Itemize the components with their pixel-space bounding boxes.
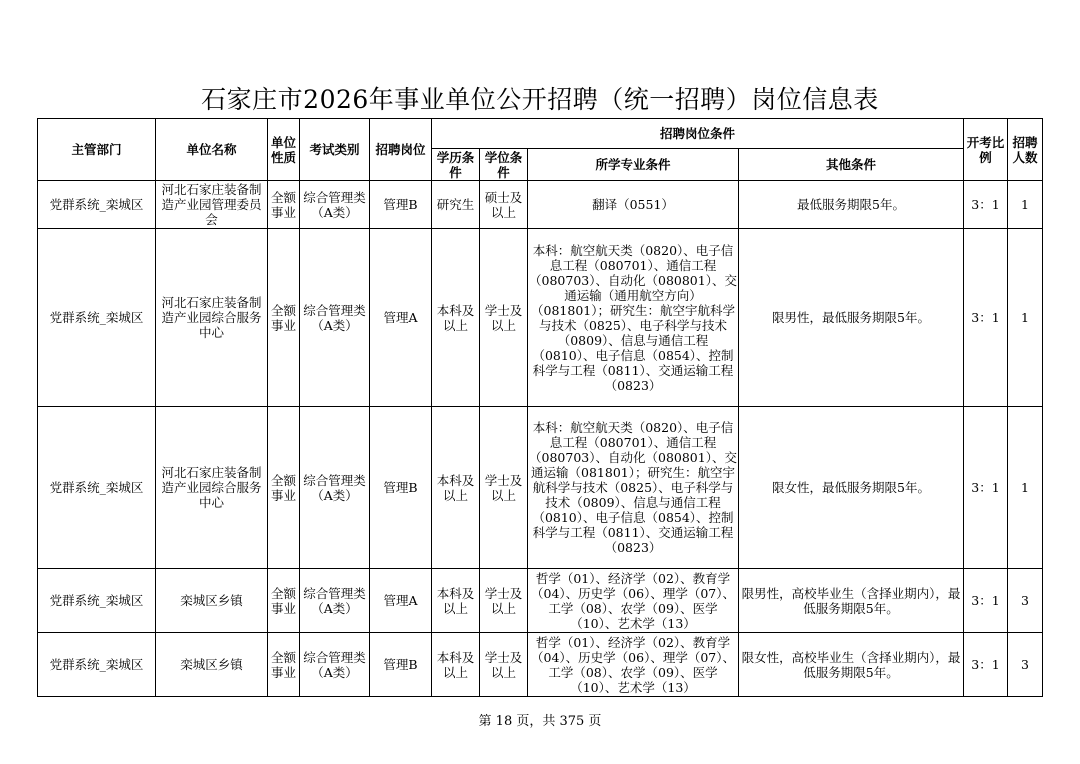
cell-unit: 栾城区乡镇 (156, 569, 268, 633)
table-row (38, 229, 1043, 407)
cell-degree: 硕士及以上 (480, 181, 528, 229)
cell-edu: 本科及以上 (432, 229, 480, 407)
cell-degree: 学士及以上 (480, 569, 528, 633)
cell-post: 管理A (370, 229, 432, 407)
cell-edu: 本科及以上 (432, 633, 480, 697)
cell-ratio: 3：1 (964, 633, 1008, 697)
header-other: 其他条件 (739, 149, 964, 181)
cell-exam: 综合管理类（A类） (300, 633, 370, 697)
table-row (38, 407, 1043, 569)
cell-dept: 党群系统_栾城区 (38, 569, 156, 633)
cell-exam: 综合管理类（A类） (300, 407, 370, 569)
cell-unit: 河北石家庄装备制造产业园综合服务中心 (156, 407, 268, 569)
cell-unit: 河北石家庄装备制造产业园综合服务中心 (156, 229, 268, 407)
cell-count: 3 (1008, 633, 1043, 697)
cell-count: 1 (1008, 229, 1043, 407)
cell-degree: 学士及以上 (480, 229, 528, 407)
cell-exam: 综合管理类（A类） (300, 181, 370, 229)
cell-exam: 综合管理类（A类） (300, 229, 370, 407)
page-title: 石家庄市2026年事业单位公开招聘（统一招聘）岗位信息表 (201, 85, 879, 114)
cell-ratio: 3：1 (964, 569, 1008, 633)
page-footer: 第 18 页，共 375 页 (478, 714, 602, 729)
cell-post: 管理A (370, 569, 432, 633)
header-edu: 学历条件 (432, 149, 480, 181)
cell-unit: 河北石家庄装备制造产业园管理委员会 (156, 181, 268, 229)
cell-ratio: 3：1 (964, 407, 1008, 569)
cell-count: 1 (1008, 407, 1043, 569)
header-post: 招聘岗位 (370, 119, 432, 181)
cell-dept: 党群系统_栾城区 (38, 633, 156, 697)
cell-nature: 全额事业 (268, 633, 300, 697)
cell-exam: 综合管理类（A类） (300, 569, 370, 633)
table-row (38, 633, 1043, 697)
job-info-table (37, 118, 1043, 697)
table-row (38, 569, 1043, 633)
cell-dept: 党群系统_栾城区 (38, 181, 156, 229)
cell-edu: 本科及以上 (432, 407, 480, 569)
cell-major: 哲学（01）、经济学（02）、教育学（04）、历史学（06）、理学（07）、工学（08）、农学（09）、医学（10）、艺术学（13） (528, 569, 739, 633)
cell-major: 翻译（0551） (528, 181, 739, 229)
cell-edu: 研究生 (432, 181, 480, 229)
cell-count: 3 (1008, 569, 1043, 633)
cell-count: 1 (1008, 181, 1043, 229)
header-exam: 考试类别 (300, 119, 370, 181)
header-ratio: 开考比例 (964, 119, 1008, 181)
cell-degree: 学士及以上 (480, 407, 528, 569)
cell-ratio: 3：1 (964, 181, 1008, 229)
cell-degree: 学士及以上 (480, 633, 528, 697)
header-conditions: 招聘岗位条件 (432, 119, 964, 149)
header-unit: 单位名称 (156, 119, 268, 181)
cell-post: 管理B (370, 633, 432, 697)
cell-other: 限男性，高校毕业生（含择业期内），最低服务期限5年。 (739, 569, 964, 633)
cell-nature: 全额事业 (268, 569, 300, 633)
cell-other: 最低服务期限5年。 (739, 181, 964, 229)
header-degree: 学位条件 (480, 149, 528, 181)
header-dept: 主管部门 (38, 119, 156, 181)
cell-post: 管理B (370, 407, 432, 569)
cell-other: 限男性，最低服务期限5年。 (739, 229, 964, 407)
cell-edu: 本科及以上 (432, 569, 480, 633)
cell-unit: 栾城区乡镇 (156, 633, 268, 697)
cell-dept: 党群系统_栾城区 (38, 407, 156, 569)
cell-other: 限女性，高校毕业生（含择业期内），最低服务期限5年。 (739, 633, 964, 697)
cell-nature: 全额事业 (268, 181, 300, 229)
cell-major: 哲学（01）、经济学（02）、教育学（04）、历史学（06）、理学（07）、工学（08）、农学（09）、医学（10）、艺术学（13） (528, 633, 739, 697)
header-major: 所学专业条件 (528, 149, 739, 181)
cell-nature: 全额事业 (268, 407, 300, 569)
cell-major: 本科：航空航天类（0820）、电子信息工程（080701）、通信工程（080703）、自动化（080801）、交通运输（081801）；研究生：航空宇航科学与技术（0825）、电子科学与技术（0809）、信息与通信工程（0810）、电子信息（0854）、控制科学与工程（0811）、交通运输工程（0823） (528, 407, 739, 569)
cell-other: 限女性，最低服务期限5年。 (739, 407, 964, 569)
cell-dept: 党群系统_栾城区 (38, 229, 156, 407)
cell-nature: 全额事业 (268, 229, 300, 407)
cell-ratio: 3：1 (964, 229, 1008, 407)
header-nature: 单位性质 (268, 119, 300, 181)
cell-post: 管理B (370, 181, 432, 229)
header-count: 招聘人数 (1008, 119, 1043, 181)
cell-major: 本科：航空航天类（0820）、电子信息工程（080701）、通信工程（080703）、自动化（080801）、交通运输（通用航空方向）（081801）；研究生：航空宇航科学与技术（0825）、电子科学与技术（0809）、信息与通信工程（0810）、电子信息（0854）、控制科学与工程（0811）、交通运输工程（0823） (528, 229, 739, 407)
table-row (38, 181, 1043, 229)
